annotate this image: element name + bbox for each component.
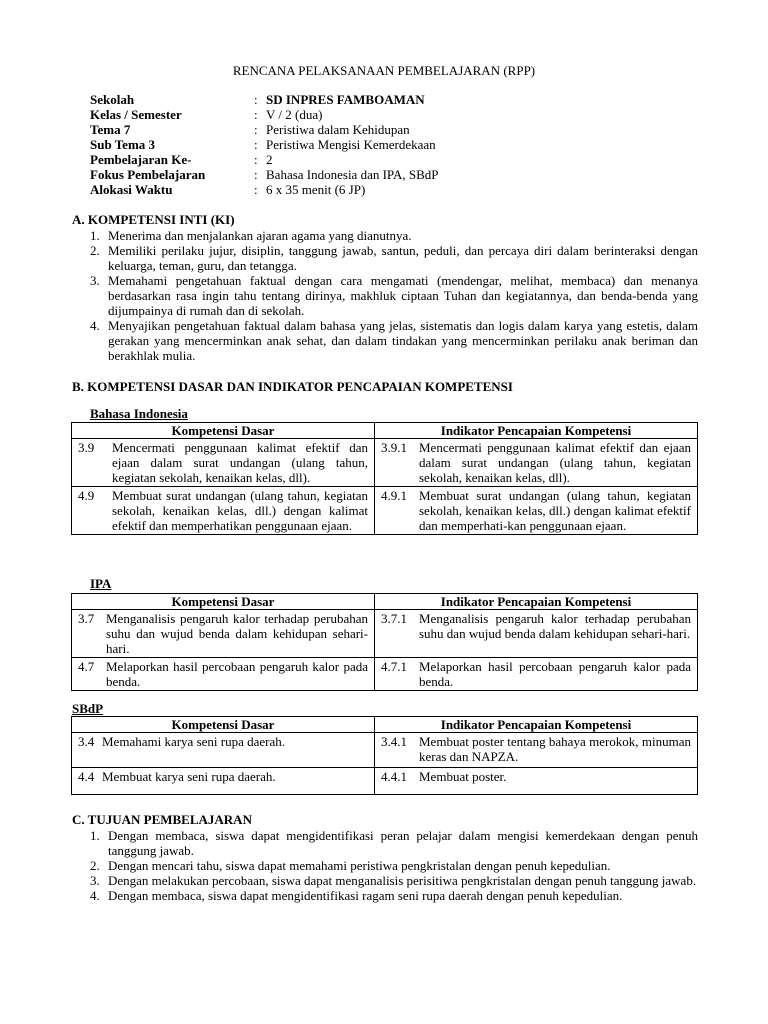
meta-value: Peristiwa Mengisi Kemerdekaan — [266, 137, 436, 152]
identity-table — [90, 92, 439, 197]
list-item — [72, 318, 698, 363]
table-header-row — [72, 717, 698, 733]
table-row — [72, 768, 698, 795]
kd-number: 3.9 — [78, 440, 95, 455]
ipk-text: Membuat poster. — [419, 769, 507, 784]
list-text: Dengan mencari tahu, siswa dapat memahami peristiwa pengkristalan dengan penuh kepedulian. — [108, 858, 611, 873]
table-row — [72, 487, 698, 535]
ipk-text: Melaporkan hasil percobaan pengaruh kalor pada benda. — [419, 659, 691, 689]
kd-cell — [72, 768, 375, 795]
ipk-number: 4.4.1 — [381, 769, 407, 784]
kd-number: 3.7 — [78, 611, 95, 626]
table-row — [72, 610, 698, 658]
meta-row-alokasi — [90, 182, 439, 197]
ipk-number: 4.9.1 — [381, 488, 407, 503]
ipk-cell — [375, 733, 698, 768]
ipk-cell — [375, 487, 698, 535]
list-text: Dengan membaca, siswa dapat mengidentifikasi ragam seni rupa daerah dengan penuh kepedulian. — [108, 888, 623, 903]
meta-value: V / 2 (dua) — [266, 107, 323, 122]
section-b-heading: B. KOMPETENSI DASAR DAN INDIKATOR PENCAPAIAN KOMPETENSI — [72, 379, 513, 394]
list-text: Memahami pengetahuan faktual dengan cara mengamati (mendengar, melihat, membaca) dan menanya berdasarkan rasa ingin tahu tentang dirinya, makhluk ciptaan Tuhan dan kegiatannya, dan benda-benda yang dijumpainya di rumah dan di sekolah. — [108, 273, 698, 318]
kd-cell — [72, 439, 375, 487]
kd-cell — [72, 487, 375, 535]
table-row — [72, 733, 698, 768]
kd-number: 4.9 — [78, 488, 95, 503]
col-header-kd: Kompetensi Dasar — [72, 423, 375, 439]
kd-cell — [72, 658, 375, 691]
meta-label: Kelas / Semester — [90, 107, 182, 122]
ipk-text: Membuat surat undangan (ulang tahun, kegiatan sekolah, kenaikan kelas, dll.) dengan kalimat efektif dan memperhati-kan penggunaan ejaan. — [419, 488, 691, 533]
meta-label: Alokasi Waktu — [90, 182, 173, 197]
list-number: 3. — [90, 273, 100, 288]
sbdp-label: SBdP — [72, 701, 104, 716]
table-header-row — [72, 423, 698, 439]
meta-label: Sekolah — [90, 92, 135, 107]
ipa-table — [71, 593, 698, 691]
meta-row-sekolah — [90, 92, 439, 107]
kd-text: Membuat karya seni rupa daerah. — [102, 769, 276, 784]
list-item — [72, 828, 698, 858]
meta-colon: : — [254, 122, 258, 137]
meta-colon: : — [254, 152, 258, 167]
list-number: 4. — [90, 318, 100, 333]
meta-row-pembelajaran — [90, 152, 439, 167]
ipk-number: 3.9.1 — [381, 440, 407, 455]
ipk-number: 3.4.1 — [381, 734, 407, 749]
meta-row-fokus — [90, 167, 439, 182]
sbdp-table — [71, 716, 698, 795]
list-item — [72, 228, 698, 243]
col-header-ipk: Indikator Pencapaian Kompetensi — [375, 423, 698, 439]
list-number: 2. — [90, 243, 100, 258]
document-title: RENCANA PELAKSANAAN PEMBELAJARAN (RPP) — [232, 63, 536, 78]
meta-value: 6 x 35 menit (6 JP) — [266, 182, 366, 197]
meta-label: Fokus Pembelajaran — [90, 167, 206, 182]
meta-colon: : — [254, 137, 258, 152]
ipk-cell — [375, 610, 698, 658]
meta-row-tema — [90, 122, 439, 137]
list-text: Dengan melakukan percobaan, siswa dapat menganalisis perisitiwa pengkristalan dengan penuh tanggung jawab. — [108, 873, 697, 888]
section-c-list — [72, 828, 698, 903]
meta-label: Tema 7 — [90, 122, 131, 137]
kd-cell — [72, 733, 375, 768]
ipk-cell — [375, 768, 698, 795]
list-number: 1. — [90, 228, 100, 243]
meta-colon: : — [254, 167, 258, 182]
meta-value: 2 — [266, 152, 273, 167]
list-item — [72, 858, 698, 873]
meta-colon: : — [254, 107, 258, 122]
meta-value: Peristiwa dalam Kehidupan — [266, 122, 410, 137]
ipk-number: 3.7.1 — [381, 611, 407, 626]
col-header-ipk: Indikator Pencapaian Kompetensi — [375, 594, 698, 610]
meta-colon: : — [254, 92, 258, 107]
bahasa-indonesia-table — [71, 422, 698, 535]
list-number: 4. — [90, 888, 100, 903]
section-c-heading: C. TUJUAN PEMBELAJARAN — [72, 812, 252, 827]
list-item — [72, 273, 698, 318]
meta-row-subtema — [90, 137, 439, 152]
list-number: 3. — [90, 873, 100, 888]
table-header-row — [72, 594, 698, 610]
ipk-cell — [375, 439, 698, 487]
kd-text: Menganalisis pengaruh kalor terhadap perubahan suhu dan wujud benda dalam kehidupan sehari-hari. — [106, 611, 368, 656]
ipk-text: Membuat poster tentang bahaya merokok, minuman keras dan NAPZA. — [419, 734, 691, 764]
section-a-heading: A. KOMPETENSI INTI (KI) — [72, 212, 235, 227]
kd-number: 3.4 — [78, 734, 95, 749]
list-number: 2. — [90, 858, 100, 873]
section-a-list — [72, 228, 698, 363]
kd-number: 4.4 — [78, 769, 95, 784]
meta-value: SD INPRES FAMBOAMAN — [266, 92, 425, 107]
ipk-cell — [375, 658, 698, 691]
list-text: Menerima dan menjalankan ajaran agama yang dianutnya. — [108, 228, 412, 243]
kd-text: Melaporkan hasil percobaan pengaruh kalor pada benda. — [106, 659, 368, 689]
ipk-text: Menganalisis pengaruh kalor terhadap perubahan suhu dan wujud benda dalam kehidupan sehari-hari. — [419, 611, 691, 641]
meta-row-kelas — [90, 107, 439, 122]
bahasa-indonesia-label: Bahasa Indonesia — [90, 406, 188, 421]
list-text: Memiliki perilaku jujur, disiplin, tanggung jawab, santun, peduli, dan percaya diri dalam berinteraksi dengan keluarga, teman, guru, dan tetangga. — [108, 243, 698, 273]
list-number: 1. — [90, 828, 100, 843]
list-text: Menyajikan pengetahuan faktual dalam bahasa yang jelas, sistematis dan logis dalam karya yang estetis, dalam gerakan yang mencerminkan anak sehat, dan dalam tindakan yang mencerminkan perilaku anak beriman dan berakhlak mulia. — [108, 318, 698, 363]
col-header-kd: Kompetensi Dasar — [72, 717, 375, 733]
kd-text: Mencermati penggunaan kalimat efektif dan ejaan dalam surat undangan (ulang tahun, kegiatan sekolah, kenaikan kelas, dll). — [112, 440, 368, 485]
meta-label: Pembelajaran Ke- — [90, 152, 192, 167]
list-text: Dengan membaca, siswa dapat mengidentifikasi peran pelajar dalam mengisi kemerdekaan dengan penuh tanggung jawab. — [108, 828, 698, 858]
meta-value: Bahasa Indonesia dan IPA, SBdP — [266, 167, 439, 182]
list-item — [72, 888, 698, 903]
kd-text: Membuat surat undangan (ulang tahun, kegiatan sekolah, kenaikan kelas, dll.) dengan kalimat efektif dan memperhatikan penggunaan ejaan. — [112, 488, 368, 533]
meta-colon: : — [254, 182, 258, 197]
kd-text: Memahami karya seni rupa daerah. — [102, 734, 286, 749]
kd-cell — [72, 610, 375, 658]
table-row — [72, 658, 698, 691]
col-header-kd: Kompetensi Dasar — [72, 594, 375, 610]
kd-number: 4.7 — [78, 659, 95, 674]
list-item — [72, 873, 698, 888]
table-row — [72, 439, 698, 487]
ipa-label: IPA — [90, 576, 112, 591]
col-header-ipk: Indikator Pencapaian Kompetensi — [375, 717, 698, 733]
list-item — [72, 243, 698, 273]
meta-label: Sub Tema 3 — [90, 137, 156, 152]
ipk-number: 4.7.1 — [381, 659, 407, 674]
ipk-text: Mencermati penggunaan kalimat efektif dan ejaan dalam surat undangan (ulang tahun, kegiatan sekolah, kenaikan kelas, dll). — [419, 440, 691, 485]
